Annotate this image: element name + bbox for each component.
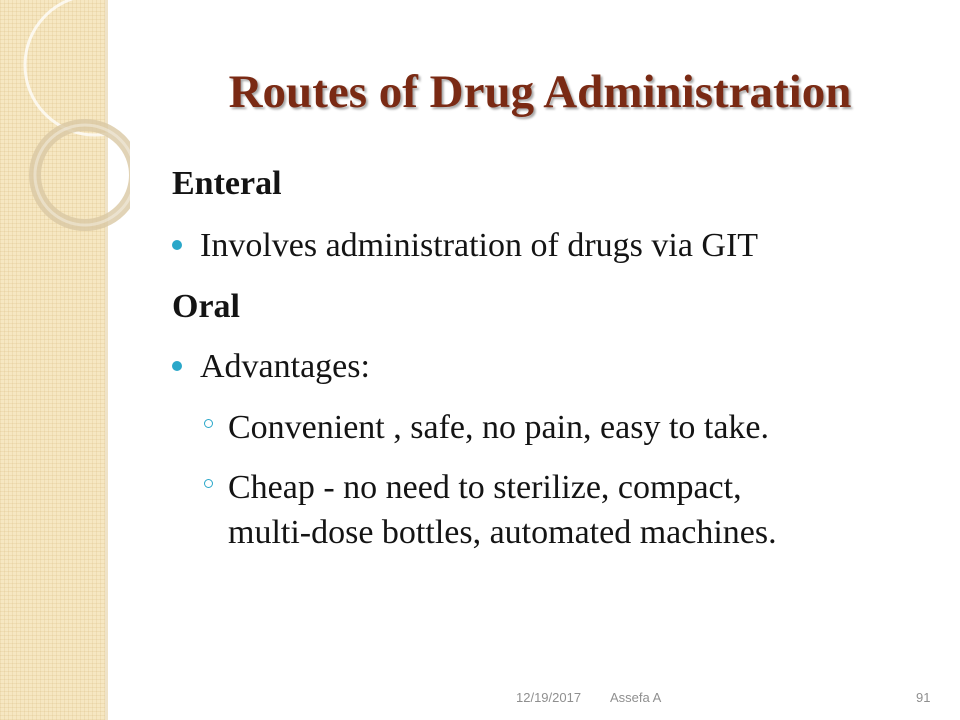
sub-bullet-ring-icon	[204, 479, 213, 488]
section-heading-oral: Oral	[172, 288, 240, 325]
sub-bullet-text: Convenient , safe, no pain, easy to take.	[228, 409, 770, 446]
sub-bullet-text: Cheap - no need to sterilize, compact,	[228, 469, 742, 506]
bullet-text: Advantages:	[200, 348, 370, 385]
footer-page-number: 91	[916, 690, 931, 705]
sub-bullet-ring-icon	[204, 419, 213, 428]
decorative-circles	[0, 0, 130, 260]
bullet-dot-icon	[172, 361, 182, 371]
slide-title: Routes of Drug Administration	[228, 66, 852, 118]
bullet-text: Involves administration of drugs via GIT	[200, 227, 759, 264]
sub-bullet-text-continued: multi-dose bottles, automated machines.	[228, 514, 777, 551]
bullet-dot-icon	[172, 240, 182, 250]
footer-date: 12/19/2017	[516, 690, 582, 705]
section-heading-enteral: Enteral	[172, 165, 282, 202]
footer-author: Assefa A	[610, 690, 662, 705]
